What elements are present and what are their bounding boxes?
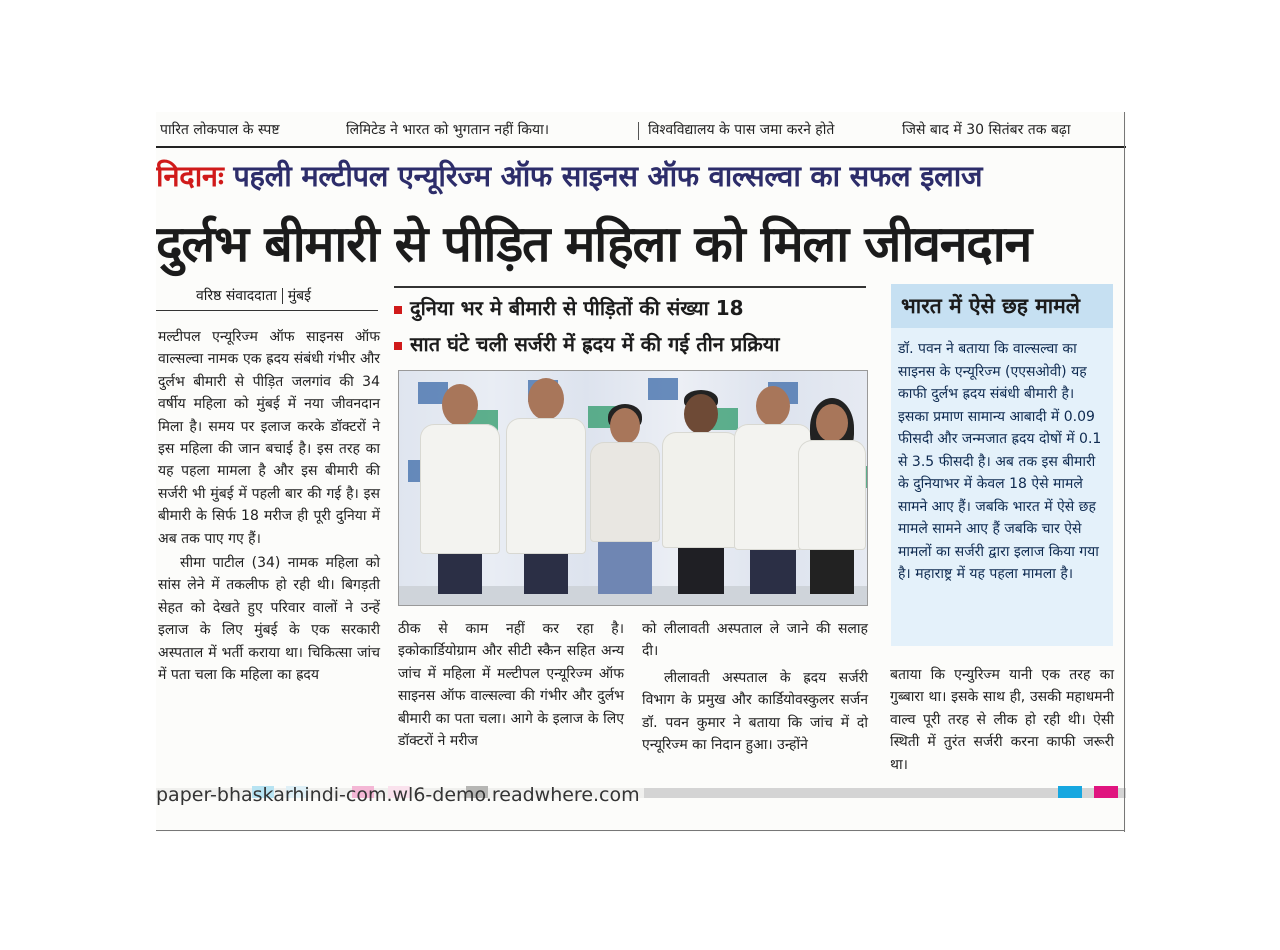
kicker-text: पहली मल्टीपल एन्यूरिज्म ऑफ साइनस ऑफ वाल्सल्वा का सफल इलाज bbox=[233, 159, 983, 193]
color-swatch bbox=[1094, 786, 1118, 798]
paragraph: बताया कि एन्युरिज्म यानी एक तरह का गुब्बारा था। इसके साथ ही, उसकी महाधमनी वाल्व पूरी तरह से लीक हो रही थी। ऐसी स्थिती में तुरंत सर्जरी करना काफी जरूरी था। bbox=[890, 667, 1114, 773]
top-strip-item: पारित लोकपाल के स्पष्ट bbox=[160, 122, 280, 138]
paragraph: लीलावती अस्पताल के ह्रदय सर्जरी विभाग के प्रमुख और कार्डियोवस्कुलर सर्जन डॉ. पवन कुमार ने बताया कि जांच में दो एन्यूरिज्म का निदान हुआ। उन्होंने bbox=[642, 669, 868, 754]
highlight-text: दुनिया भर मे बीमारी से पीड़ितों की संख्या 18 bbox=[410, 296, 744, 320]
paragraph: को लीलावती अस्पताल ले जाने की सलाह दी। bbox=[642, 621, 868, 660]
highlight-text: सात घंटे चली सर्जरी में ह्रदय में की गई तीन प्रक्रिया bbox=[410, 332, 780, 356]
paragraph: ठीक से काम नहीं कर रहा है। इकोकार्डियोग्राम और सीटी स्कैन सहित अन्य जांच में महिला में मल्टीपल एन्यूरिज्म ऑफ साइनस ऑफ वाल्सल्वा की गंभीर और दुर्लभ बीमारी का पता चला। आगे के इलाज के लिए डॉक्टरों ने मरीज bbox=[398, 621, 624, 750]
paragraph: सीमा पाटील (34) नामक महिला को सांस लेने में तकलीफ हो रही थी। बिगड़ती सेहत को देखते हुए परिवार वालों ने उन्हें इलाज के लिए मुंबई के एक सरकारी अस्पताल में भर्ती कराया था। चिकित्सा जांच में पता चला कि महिला का ह्रदय bbox=[158, 555, 380, 684]
headline: दुर्लभ बीमारी से पीड़ित महिला को मिला जीवनदान bbox=[156, 215, 1032, 273]
paragraph: मल्टीपल एन्यूरिज्म ऑफ साइनस ऑफ वाल्सल्वा नामक एक ह्रदय संबंधी गंभीर और दुर्लभ बीमारी से पीड़ित जलगांव की 34 वर्षीय महिला को मुंबई में नया जीवनदान मिला है। समय पर इलाज करके डॉक्टरों ने इस महिला की जान बचाई है। इस तरह का यह पहला मामला है और इस बीमारी की सर्जरी भी मुंबई में पहली बार की गई है। इस बीमारी के सिर्फ 18 मरीज ही पूरी दुनिया में अब तक पाए गए हैं। bbox=[158, 329, 380, 547]
byline bbox=[196, 286, 311, 305]
column-divider bbox=[638, 122, 639, 140]
photo-frame bbox=[398, 370, 868, 606]
bullet-icon bbox=[394, 306, 402, 314]
color-swatch bbox=[1058, 786, 1082, 798]
column-3 bbox=[642, 618, 868, 756]
footer-url: paper-bhaskarhindi-com.wl6-demo.readwhere.com bbox=[156, 784, 644, 806]
column-4 bbox=[890, 664, 1114, 776]
highlight-1 bbox=[394, 294, 744, 321]
byline-author: वरिष्ठ संवाददाता bbox=[196, 288, 277, 304]
top-strip-item: लिमिटेड ने भारत को भुगतान नहीं किया। bbox=[346, 122, 550, 138]
sidebar-text: डॉ. पवन ने बताया कि वाल्सल्वा का साइनस के एन्यूरिज्म (एएसओवी) यह काफी दुर्लभ ह्रदय संबंधी बीमारी है। इसका प्रमाण सामान्य आबादी में 0.09 फीसदी और जन्मजात ह्रदय दोषों में 0.1 से 3.5 फीसदी है। अब तक इस बीमारी के दुनियाभर में केवल 18 ऐसे मामले सामने आए हैं। जबकि भारत में ऐसे छह मामले सामने आए हैं जबकि चार ऐसे मामलों का सर्जरी द्वारा इलाज किया गया है। महाराष्ट्र में यह पहला मामला है। bbox=[898, 341, 1102, 582]
clip-border-bottom bbox=[156, 830, 1124, 831]
sidebar-title-bar bbox=[891, 284, 1113, 328]
column-2 bbox=[398, 618, 624, 752]
column-1 bbox=[158, 326, 380, 687]
sidebar-title: भारत में ऐसे छह मामले bbox=[901, 294, 1081, 318]
byline-separator bbox=[282, 288, 283, 304]
kicker-label: निदानः bbox=[156, 159, 224, 193]
newspaper-clipping bbox=[156, 112, 1126, 832]
top-strip-item: जिसे बाद में 30 सितंबर तक बढ़ा bbox=[902, 122, 1071, 138]
top-strip bbox=[160, 118, 1126, 142]
highlight-2 bbox=[394, 330, 780, 357]
top-strip-item: विश्वविद्यालय के पास जमा करने होते bbox=[648, 122, 835, 138]
byline-rule bbox=[156, 310, 378, 311]
bullet-icon bbox=[394, 342, 402, 350]
highlights-rule bbox=[394, 286, 866, 288]
kicker bbox=[156, 156, 1126, 195]
top-rule bbox=[156, 146, 1126, 148]
byline-city: मुंबई bbox=[287, 288, 312, 304]
clip-border-right bbox=[1124, 112, 1125, 832]
